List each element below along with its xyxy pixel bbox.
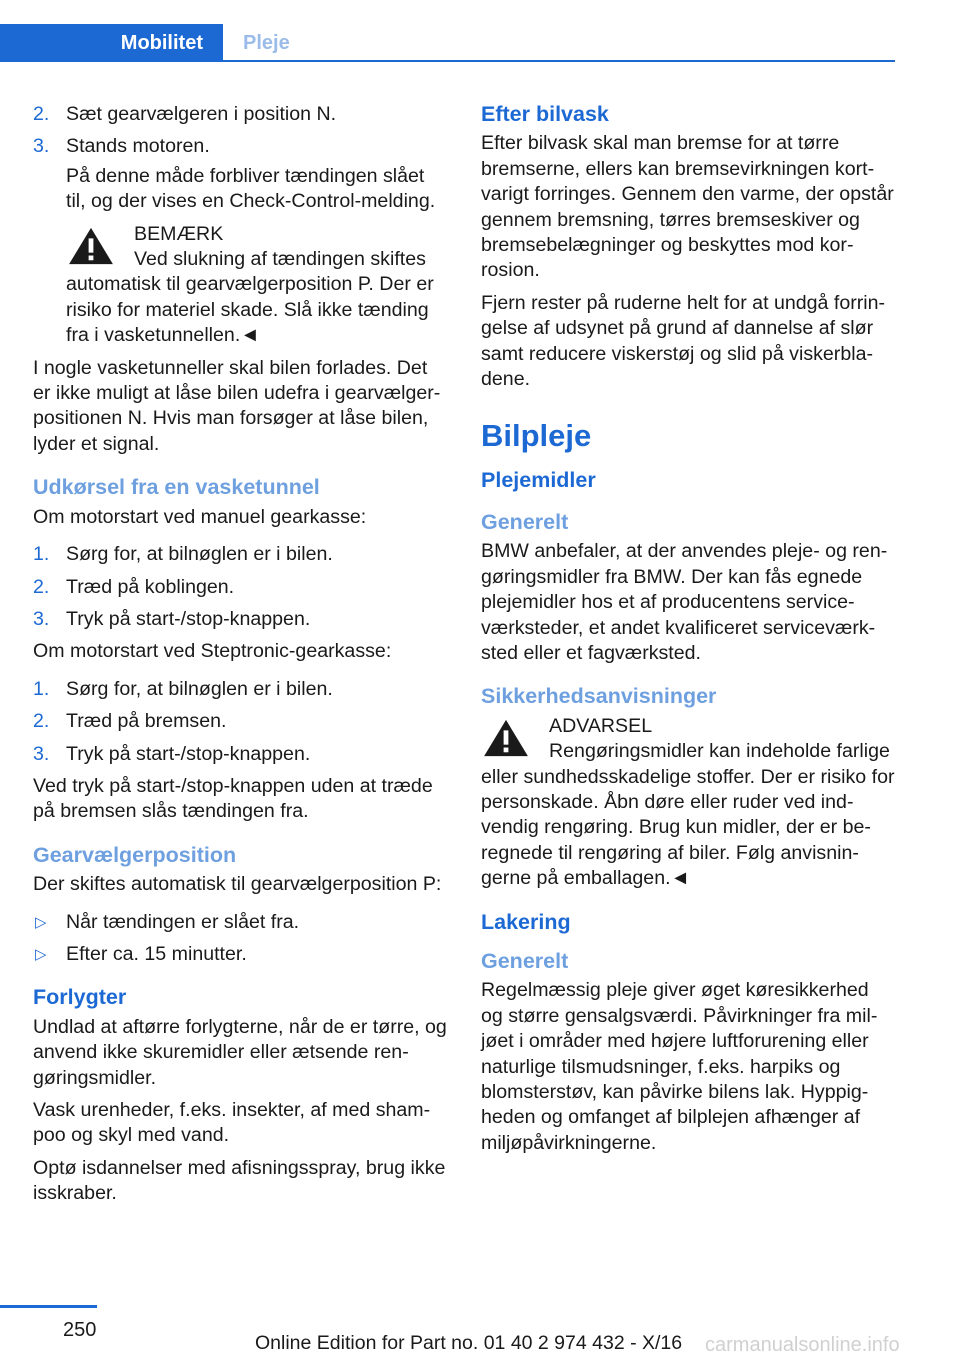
tab-pleje[interactable]: Pleje <box>243 32 290 54</box>
list-text: Træd på koblingen. <box>66 575 235 598</box>
list-text: Sørg for, at bilnøglen er i bilen. <box>66 543 333 566</box>
warning-title: ADVARSEL <box>549 714 653 737</box>
list-continuation: På denne måde forbliver tændingen slået til, og der vises en Check-Control-melding. <box>66 164 436 213</box>
note-title: BEMÆRK <box>134 222 224 245</box>
list-item <box>33 607 447 632</box>
list-text: Stands motoren. <box>66 135 210 158</box>
list-number: 1. <box>33 677 50 700</box>
paragraph: I nogle vasketunneller skal bilen forlades. Det er ikke muligt at låse bilen udefra i gearvælgerpositionen N. Hvis man forsøger at låse bilen, lyder et signal. <box>33 356 441 455</box>
paragraph: Regelmæssig pleje giver øget køresikkerhed og større gensalgsværdi. Påvirkninger fra miljøet i områder med højere luftforurening eller naturlige tilsmudsninger, f.eks. harpiks og blomsterstøv, kan påvirke bilens lak. Hyppigheden og omfanget af bilplejen afhænger af miljøpåvirkningerne. <box>481 979 878 1154</box>
list-item <box>33 910 447 935</box>
page-number-rule <box>0 1305 97 1308</box>
warning-triangle-icon <box>481 718 531 758</box>
chapter-tabs <box>0 24 895 62</box>
paragraph: Der skiftes automatisk til gearvælgerposition P: <box>33 873 442 896</box>
paragraph: Om motorstart ved Steptronic-gearkasse: <box>33 640 392 663</box>
list-text: Når tændingen er slået fra. <box>66 910 300 933</box>
list-number: 3. <box>33 742 50 765</box>
note-box <box>33 222 447 349</box>
paragraph: Om motorstart ved manuel gearkasse: <box>33 505 367 528</box>
list-number: 3. <box>33 135 50 158</box>
list-number: 2. <box>33 575 50 598</box>
watermark: carmanualsonline.info <box>705 1334 900 1356</box>
list-text: Tryk på start-/stop-knappen. <box>66 742 311 765</box>
list-text: Tryk på start-/stop-knappen. <box>66 607 311 630</box>
list-number: 2. <box>33 103 50 125</box>
list-number: 3. <box>33 607 50 630</box>
edition-line: Online Edition for Part no. 01 40 2 974 432 - X/16 <box>255 1332 683 1354</box>
paragraph: Ved tryk på start-/stop-knappen uden at træde på bremsen slås tændingen fra. <box>33 774 433 823</box>
heading-paintwork: Lakering <box>481 909 571 934</box>
list-item <box>33 742 447 767</box>
warning-text: Rengøringsmidler kan indeholde farlige eller sundhedsskadelige stoffer. Der er risiko for personskade. Åbn døre eller ruder ved indvendig rengøring. Brug kun midler, der er beregnede til rengøring af biler. Følg anvisningerne på emballagen.◄ <box>481 740 895 890</box>
list-item <box>33 102 447 127</box>
paragraph: Optø isdannelser med afisningsspray, brug ikke isskraber. <box>33 1156 446 1205</box>
heading-general: Generelt <box>481 948 569 973</box>
paragraph: Vask urenheder, f.eks. insekter, af med shampoo og skyl med vand. <box>33 1099 431 1147</box>
page-number: 250 <box>63 1319 97 1341</box>
list-item <box>33 677 447 702</box>
paragraph: Fjern rester på ruderne helt for at undgå forringelse af udsynet på grund af dannelse af slør samt reducere viskerstøj og slid på viskerbladene. <box>481 291 886 391</box>
warning-box <box>481 714 895 892</box>
list-text: Sæt gearvælgeren i position N. <box>66 103 337 125</box>
list-text: Træd på bremsen. <box>66 710 227 733</box>
heading-exit-tunnel: Udkørsel fra en vasketunnel <box>33 475 320 500</box>
list-text: Efter ca. 15 minutter. <box>66 942 247 965</box>
list-text: Sørg for, at bilnøglen er i bilen. <box>66 677 333 700</box>
paragraph: BMW anbefaler, at der anvendes pleje- og rengøringsmidler fra BMW. Der kan fås egnede plejemidler hos et af producentens serviceværksteder, et andet kvalificeret serviceværksted eller et fagværksted. <box>481 540 888 664</box>
paragraph: Undlad at aftørre forlygterne, når de er tørre, og anvend ikke skuremidler eller ætsende rengøringsmidler. <box>33 1015 447 1089</box>
heading-general: Generelt <box>481 509 569 534</box>
list-item <box>33 942 447 967</box>
heading-care-products: Plejemidler <box>481 468 596 493</box>
right-column <box>481 102 895 1163</box>
list-item <box>33 542 447 567</box>
heading-car-care: Bilpleje <box>481 418 592 454</box>
left-column <box>33 102 447 1214</box>
paragraph: Efter bilvask skal man bremse for at tørre bremserne, ellers kan bremsevirkningen kortvarigt forringes. Gennem den varme, der opstår gennem bremsning, tørres bremseskiver og bremsebelægninger og beskyttes mod korrosion. <box>481 132 894 282</box>
heading-safety: Sikkerhedsanvisninger <box>481 684 717 709</box>
list-item <box>33 709 447 734</box>
list-number: 1. <box>33 543 50 566</box>
heading-headlights: Forlygter <box>33 985 127 1010</box>
list-item <box>33 134 447 159</box>
list-item <box>33 575 447 600</box>
note-text: Ved slukning af tændingen skiftes automatisk til gearvælgerposition P. Der er risiko for materiel skade. Slå ikke tænding fra i vasketunnellen.◄ <box>66 248 434 347</box>
tab-mobilitet[interactable]: Mobilitet <box>0 24 223 60</box>
triangle-bullet-icon: ▷ <box>35 945 47 963</box>
heading-after-wash: Efter bilvask <box>481 102 609 126</box>
heading-gear-position: Gearvælgerposition <box>33 842 237 867</box>
triangle-bullet-icon: ▷ <box>35 913 47 931</box>
list-number: 2. <box>33 710 50 733</box>
warning-triangle-icon <box>66 226 116 266</box>
